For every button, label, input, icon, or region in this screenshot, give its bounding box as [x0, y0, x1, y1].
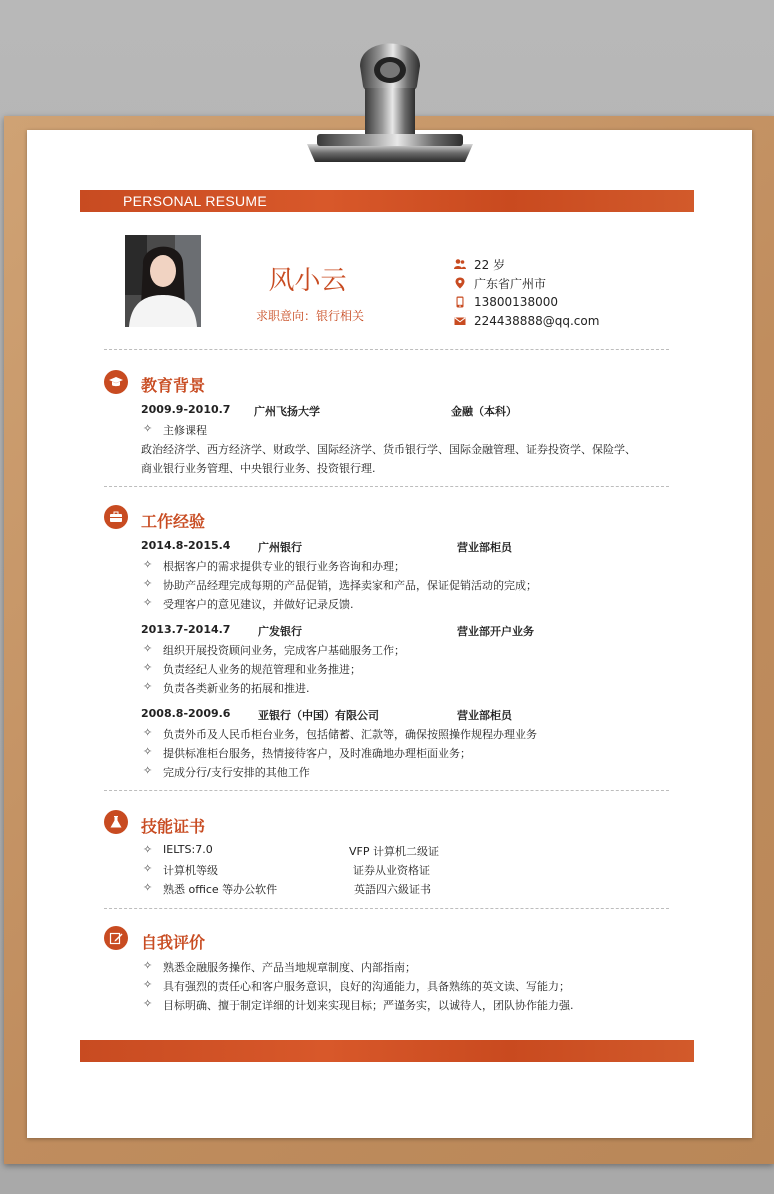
job-role: 营业部柜员 — [457, 709, 512, 722]
graduation-cap-icon — [109, 375, 123, 389]
job-period: 2008.8-2009.6 — [141, 707, 231, 720]
job-duty: 受理客户的意见建议，并做好记录反馈. — [163, 598, 354, 611]
education-title: 教育背景 — [141, 376, 206, 395]
info-phone — [454, 294, 558, 310]
divider — [104, 790, 669, 791]
age-text: 22 岁 — [474, 257, 506, 272]
self-eval-title: 自我评价 — [141, 933, 206, 952]
job-role: 营业部开户业务 — [457, 625, 534, 638]
skill-item: VFP 计算机二级证 — [349, 845, 439, 858]
job-duty: 完成分行/支行安排的其他工作 — [163, 766, 310, 779]
info-age — [454, 256, 505, 272]
email-text: 224438888@qq.com — [474, 314, 600, 328]
job-period: 2013.7-2014.7 — [141, 623, 231, 636]
bullet: ✧ — [143, 680, 153, 693]
job-company: 亚银行（中国）有限公司 — [258, 709, 379, 722]
location-text: 广东省广州市 — [474, 276, 547, 291]
info-location — [454, 275, 546, 291]
skills-section-icon — [104, 810, 128, 834]
job-duty: 组织开展投资顾问业务，完成客户基础服务工作； — [163, 644, 405, 657]
bullet: ✧ — [143, 978, 153, 991]
self-eval-section-icon — [104, 926, 128, 950]
job-role: 营业部柜员 — [457, 541, 512, 554]
briefcase-icon — [109, 510, 123, 524]
job-duty: 根据客户的需求提供专业的银行业务咨询和办理； — [163, 560, 405, 573]
band-title: PERSONAL RESUME — [123, 193, 268, 209]
education-major: 金融（本科） — [451, 405, 517, 418]
skill-item: 英語四六級证书 — [354, 883, 431, 896]
job-duty: 提供标准柜台服务，热情接待客户，及时准确地办理柜面业务； — [163, 747, 471, 760]
bullet: ✧ — [143, 726, 153, 739]
self-eval-item: 具有强烈的责任心和客户服务意识，良好的沟通能力，具备熟练的英文读、写能力； — [163, 980, 570, 993]
profile-photo — [125, 235, 201, 327]
job-period: 2014.8-2015.4 — [141, 539, 231, 552]
divider — [104, 908, 669, 909]
skill-item: 熟悉 office 等办公软件 — [163, 883, 278, 896]
skill-item: IELTS:7.0 — [163, 843, 213, 856]
phone-text: 13800138000 — [474, 295, 558, 309]
divider — [104, 486, 669, 487]
bullet: ✧ — [143, 862, 153, 875]
skill-item: 计算机等级 — [163, 864, 218, 877]
courses-line-1: 政治经济学、西方经济学、财政学、国际经济学、货币银行学、国际金融管理、证券投资学、保险学、 — [141, 443, 636, 456]
phone-icon — [454, 296, 466, 308]
bullet: ✧ — [143, 558, 153, 571]
education-school: 广州飞扬大学 — [254, 405, 320, 418]
self-eval-item: 熟悉金融服务操作、产品当地规章制度、内部指南； — [163, 961, 416, 974]
bullet: ✧ — [143, 997, 153, 1010]
skill-item: 证券从业资格证 — [353, 864, 430, 877]
bullet: ✧ — [143, 959, 153, 972]
location-pin-icon — [454, 277, 466, 289]
courses-label: 主修课程 — [163, 424, 207, 437]
edit-icon — [109, 931, 123, 945]
divider — [104, 349, 669, 350]
flask-icon — [109, 815, 123, 829]
job-duty: 负责各类新业务的拓展和推进. — [163, 682, 310, 695]
job-intent: 求职意向：银行相关 — [255, 309, 364, 323]
job-duty: 负责经纪人业务的规范管理和业务推进； — [163, 663, 361, 676]
candidate-name: 风小云 — [268, 266, 347, 296]
header-band — [80, 190, 694, 212]
bullet: ✧ — [143, 596, 153, 609]
person-icon — [454, 258, 466, 270]
work-section-icon — [104, 505, 128, 529]
footer-band — [80, 1040, 694, 1062]
bullet: ✧ — [143, 577, 153, 590]
education-period: 2009.9-2010.7 — [141, 403, 231, 416]
info-email — [454, 313, 599, 329]
education-section-icon — [104, 370, 128, 394]
skills-title: 技能证书 — [141, 817, 206, 836]
bullet: ✧ — [143, 661, 153, 674]
bullet: ✧ — [143, 843, 153, 856]
mail-icon — [454, 315, 466, 327]
self-eval-item: 目标明确、擅于制定详细的计划来实现目标；严谨务实，以诚待人，团队协作能力强. — [163, 999, 574, 1012]
bullet: ✧ — [143, 745, 153, 758]
job-duty: 负责外币及人民币柜台业务，包括储蓄、汇款等，确保按照操作规程办理业务 — [163, 728, 537, 741]
bullet: ✧ — [143, 422, 153, 435]
bullet: ✧ — [143, 642, 153, 655]
work-title: 工作经验 — [141, 512, 206, 531]
courses-line-2: 商业银行业务管理、中央银行业务、投资银行理. — [141, 462, 376, 475]
binder-clip — [305, 26, 475, 166]
bullet: ✧ — [143, 764, 153, 777]
bullet: ✧ — [143, 881, 153, 894]
job-duty: 协助产品经理完成每期的产品促销，选择卖家和产品，保证促销活动的完成； — [163, 579, 537, 592]
job-company: 广发银行 — [258, 625, 302, 638]
job-company: 广州银行 — [258, 541, 302, 554]
